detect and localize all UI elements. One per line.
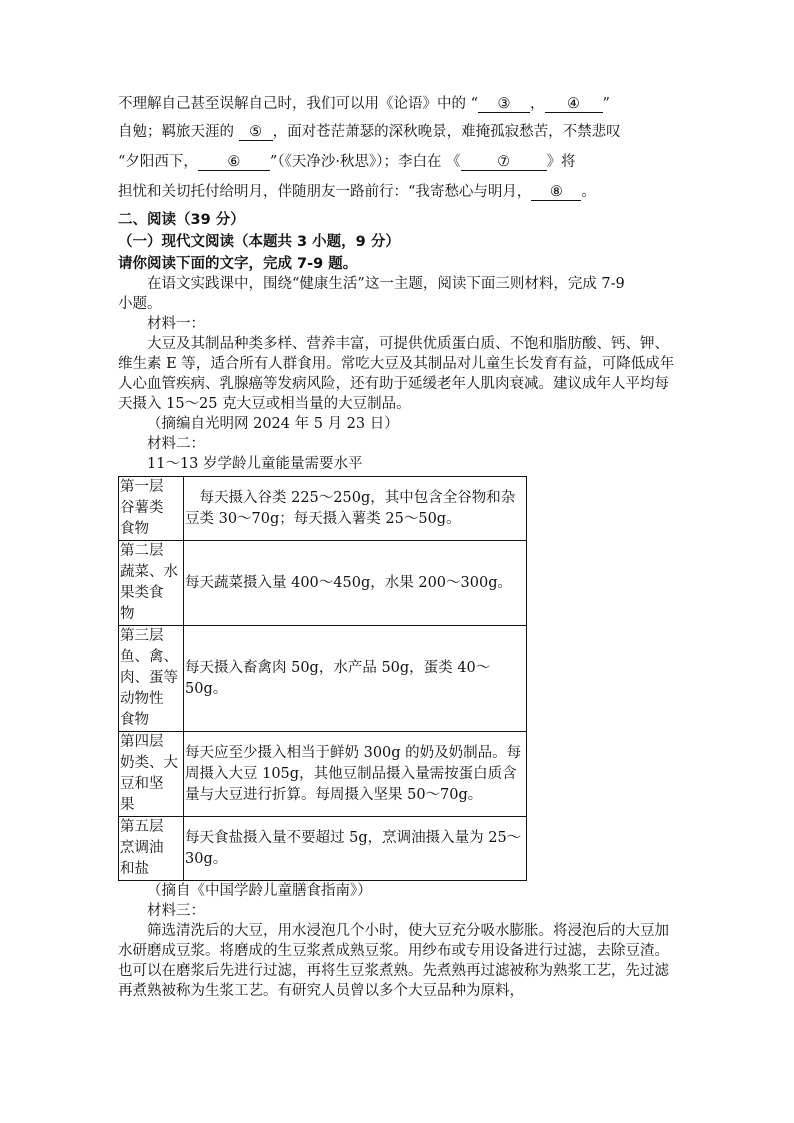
text: 。 [581,184,596,200]
material-2-title: 材料二： [147,436,205,452]
section-heading: 二、阅读（39 分） [118,212,245,228]
poem-line-2 [118,120,676,150]
row-content: 每天蔬菜摄入量 400～450g，水果 200～300g。 [184,541,527,626]
blank-8: ⑧ [531,184,581,201]
blank-7: ⑦ [461,154,547,171]
text: 不理解自己甚至误解自己时，我们可以用《论语》中的 “ [118,96,479,112]
row-label: 第四层 奶类、大 豆和坚 果 [119,732,184,817]
blank-3: ③ [478,96,530,113]
poem-line-4 [118,180,676,208]
text: 担忧和关切托付给明月，伴随朋友一路前行：“我寄愁心与明月， [118,184,532,200]
material-3-text: 筛选清洗后的大豆，用水浸泡几个小时，使大豆充分吸水膨胀。将浸泡后的大豆加水研磨成豆浆。将磨成的生豆浆煮成熟豆浆。用纱布或专用设备进行过滤，去除豆渣。也可以在磨浆后先进行过滤，再将生豆浆煮熟。先煮熟再过滤被称为熟浆工艺，先过滤再煮熟被称为生浆工艺。有研究人员曾以多个大豆品种为原料， [118,923,669,999]
row-content: 每天摄入畜禽肉 50g，水产品 50g，蛋类 40～50g。 [184,626,527,732]
text: ， [530,96,545,112]
table-caption: 11～13 岁学龄儿童能量需要水平 [147,456,363,472]
text: 小题。 [118,296,162,312]
table-row [119,817,527,881]
text: 在语文实践课中，围绕“健康生活”这一主题，阅读下面三则材料，完成 7-9 [147,276,625,292]
diet-table [118,476,527,881]
text: “夕阳西下， [118,154,198,170]
blank-5: ⑤ [239,124,273,141]
intro-paragraph [118,274,676,294]
poem-line-3 [118,150,676,180]
row-content: 每天食盐摄入量不要超过 5g，烹调油摄入量为 25～30g。 [184,817,527,881]
table-row [119,732,527,817]
blank-6: ⑥ [198,154,270,171]
row-label: 第五层 烹调油 和盐 [119,817,184,881]
row-label: 第一层 谷薯类 食物 [119,477,184,541]
material-1-source: （摘编自光明网 2024 年 5 月 23 日） [147,416,399,432]
text: ”（《天净沙·秋思》）；李白在 《 [269,154,461,170]
text: ，面对苍茫萧瑟的深秋晚景，难掩孤寂愁苦，不禁悲叹 [272,124,621,140]
document-page [118,92,676,1001]
text: 》将 [546,154,576,170]
row-label: 第二层 蔬菜、水 果类食 物 [119,541,184,626]
text: ” [602,96,610,112]
row-content: 每天摄入谷类 225～250g，其中包含全谷物和杂豆类 30～70g；每天摄入薯类 25～50g。 [184,477,527,541]
material-1-title: 材料一： [147,316,205,332]
instruction: 请你阅读下面的文字，完成 7-9 题。 [118,256,358,272]
table-row [119,541,527,626]
table-row [119,626,527,732]
poem-line-1 [118,92,676,120]
material-3-title: 材料三： [147,903,205,919]
material-1-text: 大豆及其制品种类多样、营养丰富，可提供优质蛋白质、不饱和脂肪酸、钙、钾、维生素 E 等，适合所有人群食用。常吃大豆及其制品对儿童生长发育有益，可降低成年人心血管疾病、乳腺癌等发病风险，还有助于延缓老年人肌肉衰减。建议成年人平均每天摄入 15～25 克大豆或相当量的大豆制品。 [118,336,675,412]
blank-4: ④ [545,96,603,113]
row-content: 每天应至少摄入相当于鲜奶 300g 的奶及奶制品。每周摄入大豆 105g，其他豆制品摄入量需按蛋白质含量与大豆进行折算。每周摄入坚果 50～70g。 [184,732,527,817]
material-2-source: （摘自《中国学龄儿童膳食指南》） [147,883,372,899]
table-row [119,477,527,541]
text: 自勉；羁旅天涯的 [118,124,239,140]
row-label: 第三层 鱼、禽、 肉、蛋等 动物性 食物 [119,626,184,732]
subsection-heading: （一）现代文阅读（本题共 3 小题，9 分） [118,234,400,250]
